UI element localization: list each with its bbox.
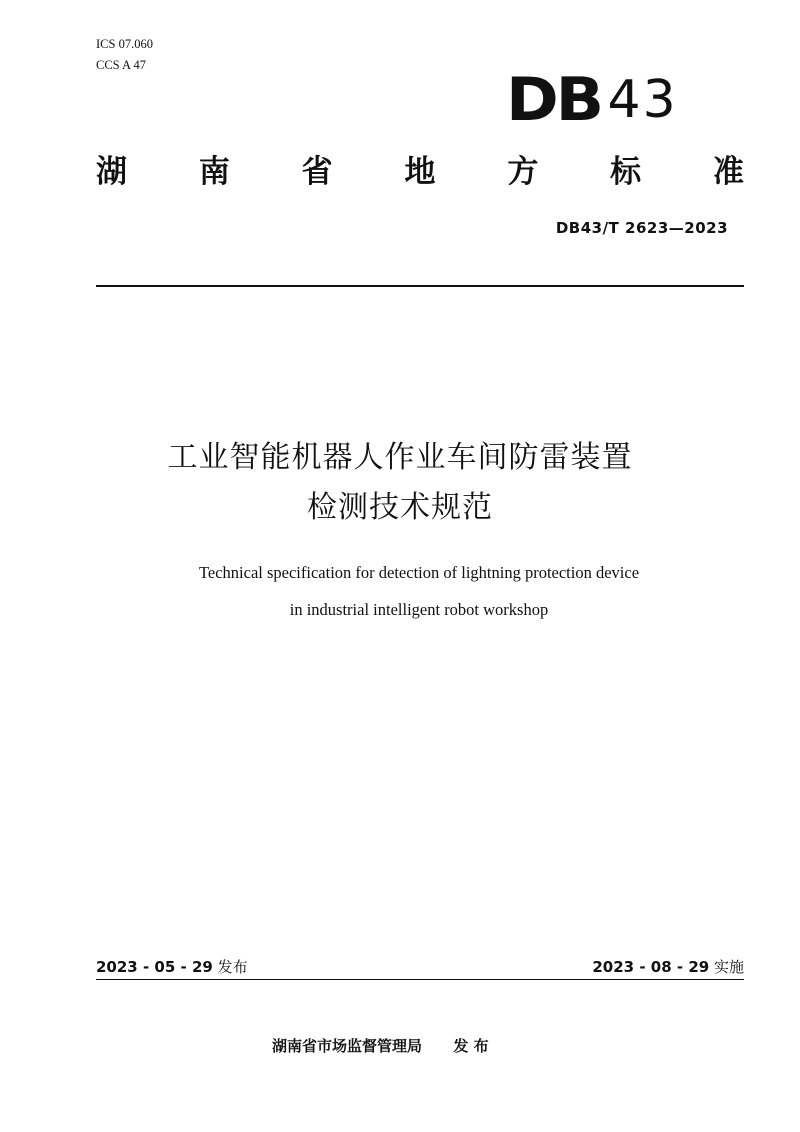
chinese-title xyxy=(0,433,800,533)
standard-type-char: 方 xyxy=(507,154,539,190)
issue-date-label: 发布 xyxy=(217,958,248,976)
ics-code: ICS 07.060 xyxy=(96,37,153,51)
standard-type-char: 省 xyxy=(301,154,333,190)
english-title-line: Technical specification for detection of lightning protection device xyxy=(198,563,640,582)
implementation-date xyxy=(592,957,744,977)
standard-type-char: 准 xyxy=(712,154,744,190)
standard-type-char: 地 xyxy=(404,154,436,190)
db-mark-number: 43 xyxy=(607,70,678,130)
ccs-code: CCS A 47 xyxy=(96,58,147,72)
db-mark-logo xyxy=(506,65,678,135)
english-title-line: in industrial intelligent robot workshop xyxy=(289,600,549,619)
bottom-divider xyxy=(96,979,744,980)
chinese-title-line: 检测技术规范 xyxy=(307,490,493,525)
publisher-name: 湖南省市场监督管理局 xyxy=(272,1037,423,1055)
standard-code: DB43/T 2623—2023 xyxy=(555,219,728,237)
chinese-title-line: 工业智能机器人作业车间防雷装置 xyxy=(167,440,633,475)
standard-type-char: 湖 xyxy=(96,154,127,190)
implementation-date-value: 2023 - 08 - 29 xyxy=(592,958,710,976)
standard-type-heading xyxy=(96,152,744,192)
publisher-line xyxy=(272,1035,489,1057)
issue-date xyxy=(96,957,248,977)
top-divider xyxy=(96,285,744,287)
publisher-action: 发 布 xyxy=(453,1037,489,1055)
english-title xyxy=(0,554,800,628)
db-mark-letters: DB xyxy=(506,65,601,135)
standard-type-char: 南 xyxy=(198,154,230,190)
standard-type-char: 标 xyxy=(610,154,642,190)
issue-date-value: 2023 - 05 - 29 xyxy=(96,958,213,976)
implementation-date-label: 实施 xyxy=(713,958,744,976)
